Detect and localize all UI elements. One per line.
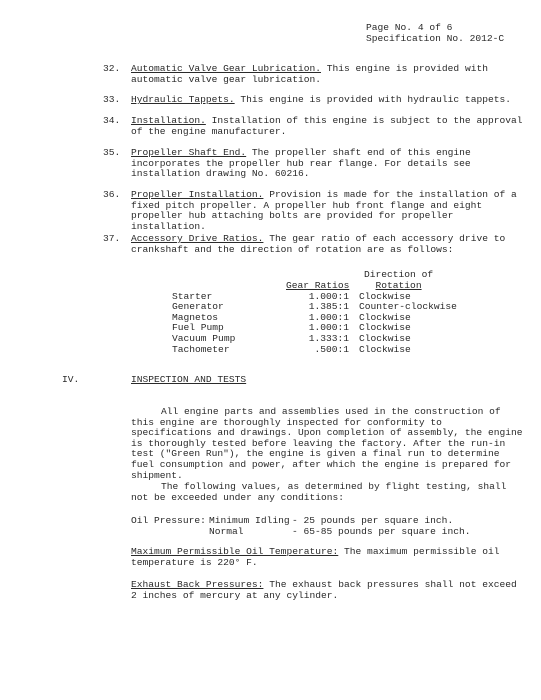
item-number: 32. <box>103 63 121 74</box>
max-oil-title: Maximum Permissible Oil Temperature: <box>131 546 339 557</box>
item-body: Provision is made for the installation of a fixed pitch propeller. A propeller hub front flange and eight propeller hub attaching bolts are provided for propeller installation. <box>131 189 517 232</box>
item-number: 37. <box>103 233 121 244</box>
item-37 <box>103 234 523 255</box>
oil-normal-label: Normal <box>209 526 244 537</box>
accessory-name: Tachometer <box>172 343 230 355</box>
direction-header-line2: Rotation <box>375 279 422 291</box>
gear-ratio: 1.000:1 <box>308 311 349 323</box>
item-number: 34. <box>103 115 121 126</box>
item-number: 36. <box>103 189 121 200</box>
item-36 <box>103 190 523 232</box>
item-32 <box>103 64 523 85</box>
item-title: Installation. <box>131 115 206 126</box>
section-number: IV. <box>62 374 80 385</box>
table-row <box>172 345 457 356</box>
item-body: Installation of this engine is subject to the approval of the engine manufacturer. <box>131 115 523 137</box>
rotation-direction: Clockwise <box>359 332 411 344</box>
limits-intro-paragraph: The following values, as determined by flight testing, shall not be exceeded under any conditions: <box>131 481 507 503</box>
oil-normal-value: - 65-85 pounds per square inch. <box>292 526 471 537</box>
item-number: 33. <box>103 94 121 105</box>
item-body: This engine is provided with automatic valve gear lubrication. <box>131 63 488 85</box>
oil-min-value: - 25 pounds per square inch. <box>292 515 454 526</box>
gear-ratio: 1.333:1 <box>308 332 349 344</box>
direction-header-line1: Direction of <box>364 269 434 280</box>
accessory-name: Starter <box>172 290 213 302</box>
oil-pressure-block <box>131 516 206 527</box>
rotation-direction: Clockwise <box>359 343 411 355</box>
item-title: Propeller Installation. <box>131 189 264 200</box>
page-header <box>366 23 504 44</box>
gear-ratio: 1.000:1 <box>308 290 349 302</box>
item-34 <box>103 116 523 137</box>
inspection-paragraph: All engine parts and assemblies used in the construction of this engine are thoroughly inspected for conformity to specifications and drawings. Upon completion of assembly, the engine is thoroughly tested before leaving the factory. After the run-in test ("Green Run"), the engine is given a final run to determine fuel consumption and power, after which the engine is prepared for shipment. <box>131 406 523 481</box>
item-title: Accessory Drive Ratios. <box>131 233 264 244</box>
exhaust-body: The exhaust back pressures shall not exceed 2 inches of mercury at any cylinder. <box>131 579 517 601</box>
specification-number: Specification No. 2012-C <box>366 32 505 44</box>
gear-ratio: 1.385:1 <box>308 301 349 313</box>
gear-ratio-table <box>172 281 457 355</box>
gear-ratio: 1.000:1 <box>308 322 349 334</box>
accessory-name: Generator <box>172 301 224 313</box>
section-title: INSPECTION AND TESTS <box>131 374 247 385</box>
rotation-direction: Clockwise <box>359 311 411 323</box>
item-body: The propeller shaft end of this engine incorporates the propeller hub rear flange. For details see installation drawing No. 60216. <box>131 147 471 180</box>
exhaust-back-pressures <box>131 580 526 601</box>
item-33 <box>103 95 523 106</box>
accessory-name: Vacuum Pump <box>172 332 236 344</box>
rotation-direction: Counter-clockwise <box>359 301 457 313</box>
item-title: Hydraulic Tappets. <box>131 94 235 105</box>
item-body: The gear ratio of each accessory drive to crankshaft and the direction of rotation are as follows: <box>131 233 506 255</box>
rotation-direction: Clockwise <box>359 322 411 334</box>
exhaust-title: Exhaust Back Pressures: <box>131 579 264 590</box>
item-35 <box>103 148 523 180</box>
gear-ratio: .500:1 <box>314 343 349 355</box>
accessory-name: Fuel Pump <box>172 322 224 334</box>
table-row <box>172 334 457 345</box>
max-oil-temperature <box>131 547 526 568</box>
gear-ratios-header: Gear Ratios <box>286 280 350 291</box>
item-body: This engine is provided with hydraulic tappets. <box>240 94 511 105</box>
oil-min-label: Minimum Idling <box>209 515 290 526</box>
item-title: Propeller Shaft End. <box>131 147 247 158</box>
rotation-direction: Clockwise <box>359 290 411 302</box>
max-oil-body: The maximum permissible oil temperature is 220° F. <box>131 546 500 568</box>
oil-pressure-label: Oil Pressure: <box>131 515 206 526</box>
item-title: Automatic Valve Gear Lubrication. <box>131 63 321 74</box>
accessory-name: Magnetos <box>172 311 219 323</box>
item-number: 35. <box>103 147 121 158</box>
page-number: Page No. 4 of 6 <box>366 22 453 33</box>
